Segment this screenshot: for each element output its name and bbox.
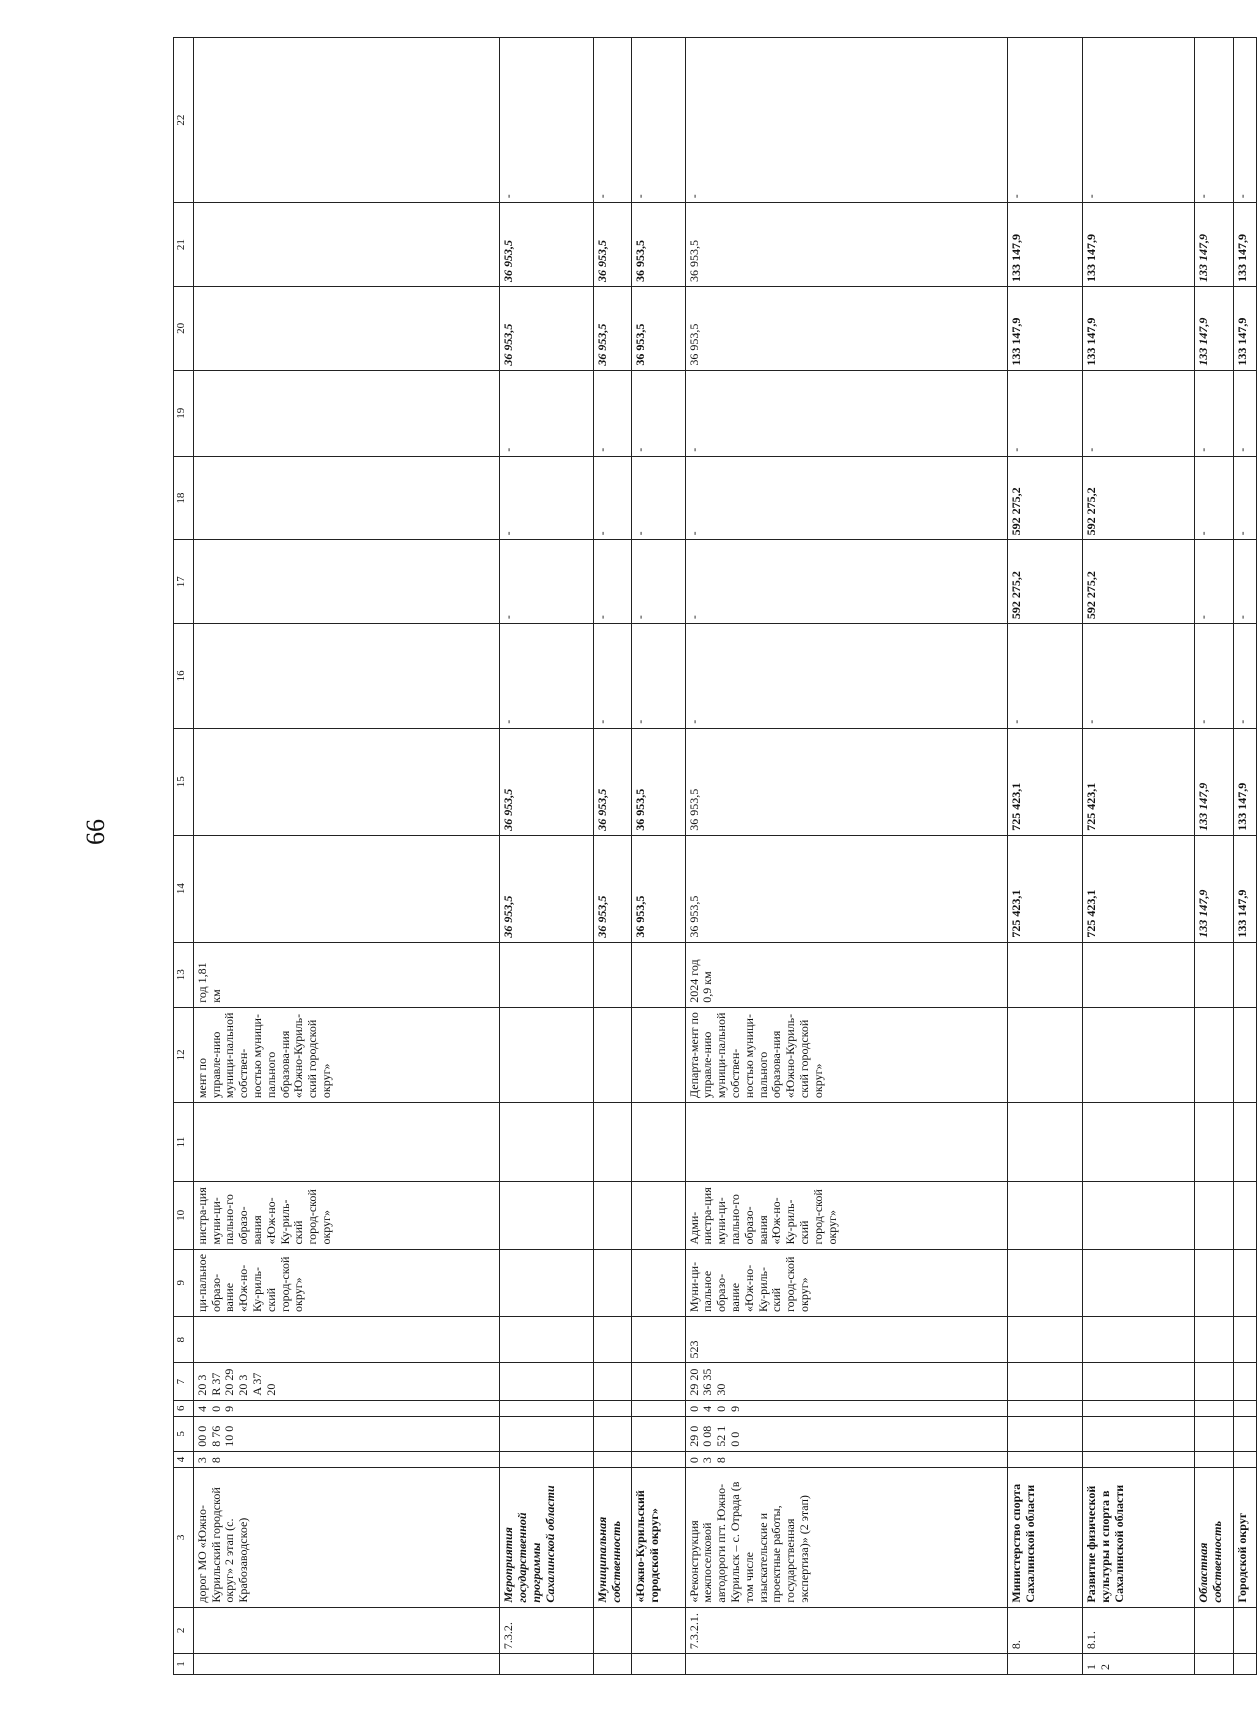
cell-value: - bbox=[1083, 370, 1195, 456]
cell bbox=[1083, 1103, 1195, 1182]
cell-value: - bbox=[685, 370, 1008, 456]
cell bbox=[631, 1451, 685, 1467]
table-row bbox=[500, 38, 594, 1675]
cell bbox=[631, 1316, 685, 1363]
cell bbox=[685, 1103, 1008, 1182]
cell bbox=[631, 942, 685, 1007]
cell bbox=[1008, 942, 1083, 1007]
cell: 0 3 8 bbox=[685, 1451, 1008, 1467]
cell-value: - bbox=[593, 540, 631, 624]
cell bbox=[593, 1400, 631, 1416]
cell bbox=[1008, 1654, 1083, 1675]
cell bbox=[593, 1316, 631, 1363]
cell-index: 7.3.2. bbox=[500, 1607, 594, 1654]
cell bbox=[1195, 1400, 1233, 1416]
table-row bbox=[1008, 38, 1083, 1675]
cell-value: 36 953,5 bbox=[593, 728, 631, 835]
column-number: 20 bbox=[174, 286, 194, 370]
column-number: 21 bbox=[174, 203, 194, 287]
column-number: 4 bbox=[174, 1451, 194, 1467]
cell bbox=[193, 370, 499, 456]
cell-value: 36 953,5 bbox=[631, 835, 685, 942]
cell-value: - bbox=[1233, 624, 1256, 729]
cell-name: Развитие физической культуры и спорта в Сахалинской области bbox=[1083, 1468, 1195, 1608]
cell-index: 8. bbox=[1008, 1607, 1083, 1654]
cell-value: 133 147,9 bbox=[1233, 286, 1256, 370]
cell bbox=[1233, 1249, 1256, 1316]
cell bbox=[685, 1654, 1008, 1675]
cell: Адми-нистра-ция муни-ци-пально-го образо-вания «Юж-но-Ку-риль-ский город-ской округ» bbox=[685, 1182, 1008, 1249]
cell: Департа-мент по управле-нию муници-пальной собствен-ностью муници-пального образова-ния «Южно-Куриль-ский городской округ» bbox=[685, 1007, 1008, 1102]
column-number: 22 bbox=[174, 38, 194, 203]
column-number: 6 bbox=[174, 1400, 194, 1416]
cell bbox=[593, 1103, 631, 1182]
cell bbox=[1195, 1607, 1233, 1654]
cell-value: - bbox=[500, 456, 594, 540]
cell-value: - bbox=[1008, 370, 1083, 456]
cell bbox=[1195, 1182, 1233, 1249]
cell: 0 4 0 9 bbox=[685, 1400, 1008, 1416]
cell bbox=[500, 1363, 594, 1400]
cell-name: дорог МО «Южно-Курильский городской округ» 2 этап (с. Крабозаводское) bbox=[193, 1468, 499, 1608]
cell bbox=[1083, 1400, 1195, 1416]
cell bbox=[1083, 1182, 1195, 1249]
cell bbox=[500, 1654, 594, 1675]
column-number: 7 bbox=[174, 1363, 194, 1400]
cell-value: 36 953,5 bbox=[685, 286, 1008, 370]
cell bbox=[631, 1416, 685, 1451]
cell-name: Областная собственность bbox=[1195, 1468, 1233, 1608]
cell-value: - bbox=[1083, 38, 1195, 203]
column-number: 10 bbox=[174, 1182, 194, 1249]
cell-value: - bbox=[1195, 624, 1233, 729]
cell-name: Муниципальная собственность bbox=[593, 1468, 631, 1608]
cell-value: 592 275,2 bbox=[1083, 456, 1195, 540]
cell-name: «Реконструкция межпоселковой автодороги пгт. Южно-Курильск – с. Отрада (в том числе изыскательские и проектные работы, государственная экспертиза)» (2 этап) bbox=[685, 1468, 1008, 1608]
column-number: 14 bbox=[174, 835, 194, 942]
cell bbox=[193, 835, 499, 942]
cell-value: - bbox=[685, 38, 1008, 203]
cell bbox=[1233, 1400, 1256, 1416]
cell-value: 36 953,5 bbox=[631, 728, 685, 835]
cell-value: 133 147,9 bbox=[1195, 286, 1233, 370]
cell bbox=[1008, 1249, 1083, 1316]
cell-value: - bbox=[1233, 540, 1256, 624]
cell-value: 133 147,9 bbox=[1083, 286, 1195, 370]
cell bbox=[593, 1007, 631, 1102]
cell-value: 36 953,5 bbox=[631, 203, 685, 287]
cell: 523 bbox=[685, 1316, 1008, 1363]
cell-value: 36 953,5 bbox=[500, 728, 594, 835]
cell-value: 133 147,9 bbox=[1008, 286, 1083, 370]
column-number: 18 bbox=[174, 456, 194, 540]
cell-value: 36 953,5 bbox=[500, 835, 594, 942]
cell bbox=[1195, 1654, 1233, 1675]
column-number: 3 bbox=[174, 1468, 194, 1608]
cell bbox=[500, 1249, 594, 1316]
cell-value: - bbox=[1233, 456, 1256, 540]
column-number: 5 bbox=[174, 1416, 194, 1451]
page-number: 66 bbox=[81, 819, 110, 845]
cell-value: - bbox=[593, 624, 631, 729]
column-number: 17 bbox=[174, 540, 194, 624]
cell-value: 133 147,9 bbox=[1008, 203, 1083, 287]
cell bbox=[631, 1607, 685, 1654]
cell-value: 133 147,9 bbox=[1195, 835, 1233, 942]
cell-value: - bbox=[500, 38, 594, 203]
cell bbox=[1233, 1316, 1256, 1363]
cell bbox=[1195, 1416, 1233, 1451]
cell-value: - bbox=[685, 540, 1008, 624]
cell-value: 133 147,9 bbox=[1233, 728, 1256, 835]
cell-value: - bbox=[1008, 38, 1083, 203]
cell-value: - bbox=[593, 456, 631, 540]
cell-value: - bbox=[631, 38, 685, 203]
cell bbox=[500, 1416, 594, 1451]
cell-value: - bbox=[1195, 540, 1233, 624]
cell bbox=[1008, 1182, 1083, 1249]
cell bbox=[1233, 1363, 1256, 1400]
cell bbox=[1008, 1007, 1083, 1102]
cell bbox=[1083, 1249, 1195, 1316]
cell bbox=[500, 1182, 594, 1249]
cell-value: - bbox=[593, 370, 631, 456]
cell bbox=[500, 942, 594, 1007]
cell bbox=[193, 1316, 499, 1363]
cell-value: - bbox=[631, 456, 685, 540]
table-row bbox=[631, 38, 685, 1675]
cell-value: 36 953,5 bbox=[593, 835, 631, 942]
cell-value: 133 147,9 bbox=[1083, 203, 1195, 287]
cell bbox=[193, 456, 499, 540]
cell-value: - bbox=[685, 624, 1008, 729]
table-row bbox=[685, 38, 1008, 1675]
cell bbox=[593, 1654, 631, 1675]
cell bbox=[1195, 1363, 1233, 1400]
cell bbox=[1195, 942, 1233, 1007]
column-number: 1 bbox=[174, 1654, 194, 1675]
column-number: 12 bbox=[174, 1007, 194, 1102]
cell bbox=[1083, 1416, 1195, 1451]
cell bbox=[593, 1607, 631, 1654]
cell bbox=[593, 1249, 631, 1316]
cell bbox=[1233, 942, 1256, 1007]
cell bbox=[631, 1363, 685, 1400]
cell-value: 725 423,1 bbox=[1083, 728, 1195, 835]
cell-value: 725 423,1 bbox=[1083, 835, 1195, 942]
cell-value: 36 953,5 bbox=[685, 835, 1008, 942]
table-row bbox=[1195, 38, 1233, 1675]
cell bbox=[193, 1607, 499, 1654]
cell bbox=[593, 942, 631, 1007]
cell-value: 36 953,5 bbox=[593, 286, 631, 370]
cell: нистра-ция муни-ци-пально-го образо-вания «Юж-но-Ку-риль-ский город-ской округ» bbox=[193, 1182, 499, 1249]
cell-value: - bbox=[685, 456, 1008, 540]
column-number: 13 bbox=[174, 942, 194, 1007]
cell bbox=[193, 1654, 499, 1675]
table-row bbox=[1083, 38, 1195, 1675]
cell-value: 133 147,9 bbox=[1195, 203, 1233, 287]
cell bbox=[193, 286, 499, 370]
cell bbox=[593, 1182, 631, 1249]
cell-value: 133 147,9 bbox=[1195, 728, 1233, 835]
cell bbox=[1008, 1316, 1083, 1363]
cell bbox=[193, 38, 499, 203]
cell-value: 36 953,5 bbox=[500, 286, 594, 370]
cell-value: 592 275,2 bbox=[1008, 540, 1083, 624]
cell: 4 0 9 bbox=[193, 1400, 499, 1416]
cell: 3 8 bbox=[193, 1451, 499, 1467]
cell bbox=[1008, 1103, 1083, 1182]
cell-value: 36 953,5 bbox=[631, 286, 685, 370]
cell bbox=[1008, 1363, 1083, 1400]
cell-value: 592 275,2 bbox=[1083, 540, 1195, 624]
cell-value: - bbox=[1195, 456, 1233, 540]
cell-value: - bbox=[500, 540, 594, 624]
cell-name: «Южно-Курильский городской округ» bbox=[631, 1468, 685, 1608]
cell bbox=[593, 1416, 631, 1451]
cell bbox=[1083, 942, 1195, 1007]
cell: 2024 год 0,9 км bbox=[685, 942, 1008, 1007]
cell bbox=[1083, 1316, 1195, 1363]
cell-value: 36 953,5 bbox=[593, 203, 631, 287]
cell bbox=[631, 1249, 685, 1316]
cell-value: 592 275,2 bbox=[1008, 456, 1083, 540]
column-number: 2 bbox=[174, 1607, 194, 1654]
cell-value: - bbox=[1195, 370, 1233, 456]
cell-value: - bbox=[1233, 370, 1256, 456]
cell bbox=[193, 203, 499, 287]
cell-value: 36 953,5 bbox=[685, 728, 1008, 835]
cell: мент по управле-нию муници-пальной собствен-ностью муници-пального образова-ния «Южно-Куриль-ский городской округ» bbox=[193, 1007, 499, 1102]
cell-name: Городской округ bbox=[1233, 1468, 1256, 1608]
cell: 29 00 08 52 10 0 bbox=[685, 1416, 1008, 1451]
cell bbox=[1195, 1103, 1233, 1182]
cell bbox=[1195, 1249, 1233, 1316]
cell-index: 8.1. bbox=[1083, 1607, 1195, 1654]
column-number: 15 bbox=[174, 728, 194, 835]
cell bbox=[1233, 1451, 1256, 1467]
cell-name: Мероприятия государственной программы Сахалинской области bbox=[500, 1468, 594, 1608]
cell bbox=[1008, 1400, 1083, 1416]
table-row bbox=[1233, 38, 1256, 1675]
cell bbox=[631, 1007, 685, 1102]
cell bbox=[193, 728, 499, 835]
cell-index: 7.3.2.1. bbox=[685, 1607, 1008, 1654]
cell bbox=[500, 1103, 594, 1182]
cell bbox=[1008, 1451, 1083, 1467]
cell bbox=[1083, 1363, 1195, 1400]
cell-value: - bbox=[1233, 38, 1256, 203]
cell-name: Министерство спорта Сахалинской области bbox=[1008, 1468, 1083, 1608]
cell bbox=[500, 1007, 594, 1102]
column-number: 8 bbox=[174, 1316, 194, 1363]
cell: 20 3R 37 20 29 20 3A 37 20 bbox=[193, 1363, 499, 1400]
cell bbox=[500, 1400, 594, 1416]
table-row bbox=[593, 38, 631, 1675]
cell bbox=[1195, 1007, 1233, 1102]
cell bbox=[1195, 1451, 1233, 1467]
cell bbox=[593, 1451, 631, 1467]
cell bbox=[1233, 1007, 1256, 1102]
cell bbox=[1233, 1182, 1256, 1249]
cell bbox=[631, 1654, 685, 1675]
cell-value: 133 147,9 bbox=[1233, 203, 1256, 287]
cell-value: 36 953,5 bbox=[685, 203, 1008, 287]
cell: 29 20 36 35 30 bbox=[685, 1363, 1008, 1400]
cell bbox=[193, 540, 499, 624]
cell bbox=[631, 1103, 685, 1182]
cell bbox=[500, 1451, 594, 1467]
cell: 00 08 76 10 0 bbox=[193, 1416, 499, 1451]
column-numbers-row bbox=[174, 38, 194, 1675]
cell: 1 2 bbox=[1083, 1654, 1195, 1675]
column-number: 11 bbox=[174, 1103, 194, 1182]
cell-value: 725 423,1 bbox=[1008, 835, 1083, 942]
cell-value: 725 423,1 bbox=[1008, 728, 1083, 835]
cell bbox=[1083, 1451, 1195, 1467]
cell-value: - bbox=[500, 370, 594, 456]
program-table bbox=[173, 37, 1257, 1675]
cell bbox=[1008, 1416, 1083, 1451]
cell bbox=[1233, 1607, 1256, 1654]
cell bbox=[500, 1316, 594, 1363]
cell bbox=[193, 624, 499, 729]
cell-value: - bbox=[631, 540, 685, 624]
cell bbox=[1233, 1654, 1256, 1675]
cell: год 1,81 км bbox=[193, 942, 499, 1007]
cell-value: - bbox=[1083, 624, 1195, 729]
cell bbox=[631, 1400, 685, 1416]
column-number: 16 bbox=[174, 624, 194, 729]
cell bbox=[1233, 1103, 1256, 1182]
column-number: 9 bbox=[174, 1249, 194, 1316]
column-number: 19 bbox=[174, 370, 194, 456]
cell-value: - bbox=[1195, 38, 1233, 203]
cell bbox=[1083, 1007, 1195, 1102]
cell bbox=[631, 1182, 685, 1249]
table-row bbox=[193, 38, 499, 1675]
cell-value: - bbox=[593, 38, 631, 203]
cell-value: - bbox=[631, 370, 685, 456]
cell bbox=[1195, 1316, 1233, 1363]
cell: ци-пальное образо-вание «Юж-но-Ку-риль-ский город-ской округ» bbox=[193, 1249, 499, 1316]
cell-value: - bbox=[631, 624, 685, 729]
cell bbox=[593, 1363, 631, 1400]
cell-value: 36 953,5 bbox=[500, 203, 594, 287]
cell bbox=[1233, 1416, 1256, 1451]
cell bbox=[193, 1103, 499, 1182]
cell-value: - bbox=[500, 624, 594, 729]
rotated-table-container bbox=[173, 37, 1257, 1675]
cell: Муни-ци-пальное образо-вание «Юж-но-Ку-риль-ский город-ской округ» bbox=[685, 1249, 1008, 1316]
cell-value: - bbox=[1008, 624, 1083, 729]
cell-value: 133 147,9 bbox=[1233, 835, 1256, 942]
